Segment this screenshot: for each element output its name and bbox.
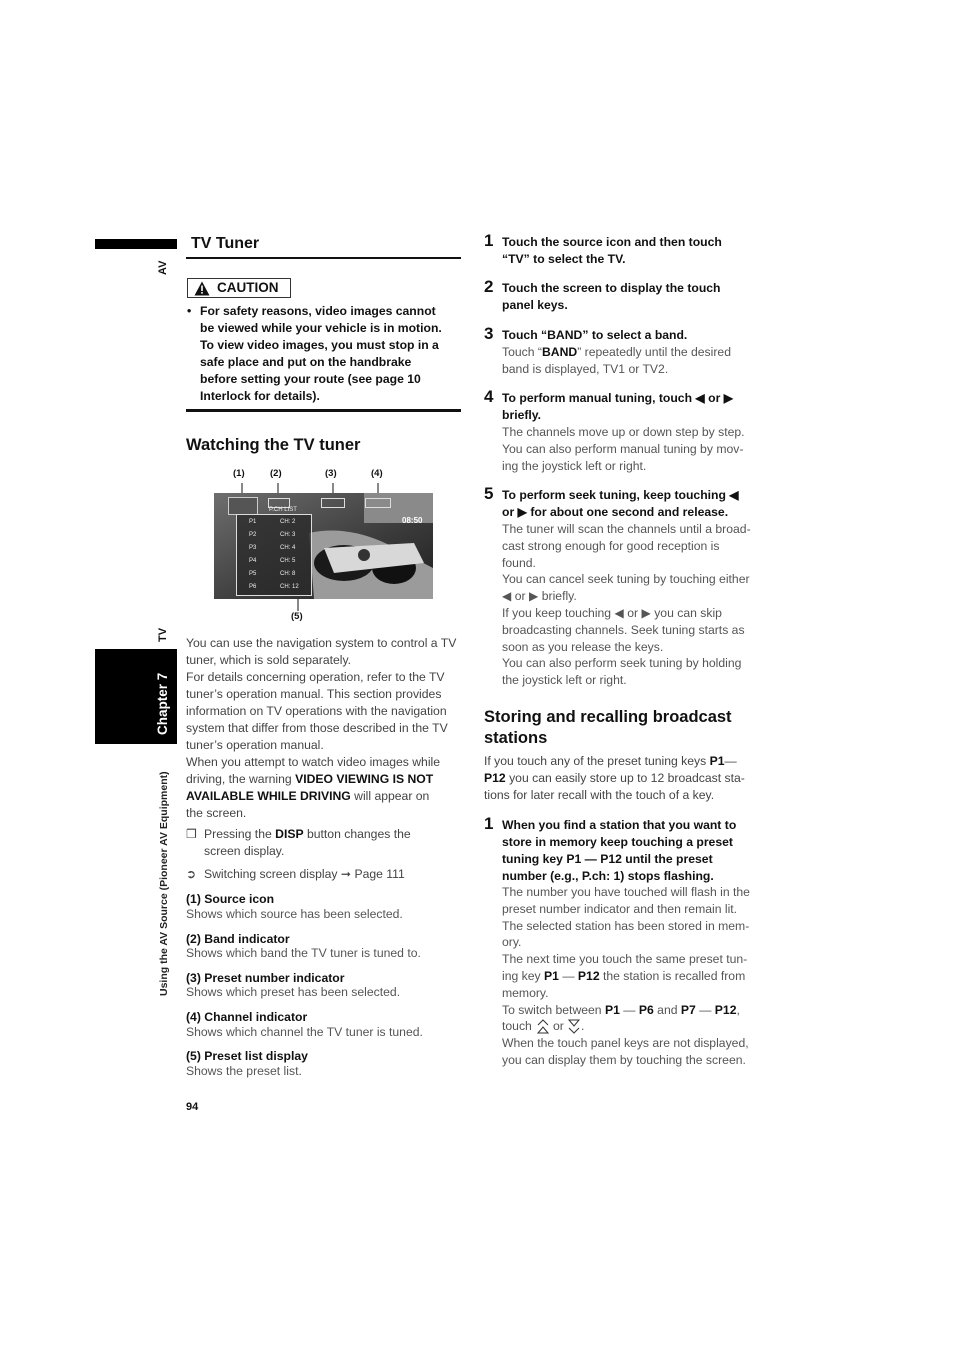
callout-3: (3) bbox=[325, 468, 337, 479]
caution-label: CAUTION bbox=[217, 280, 279, 295]
step-1-text: Touch the source icon and then touch “TV” to select the TV. bbox=[502, 235, 722, 266]
def-preset-number-title: (3) Preset number indicator bbox=[186, 971, 345, 985]
def-band-desc: Shows which band the TV tuner is tuned to. bbox=[186, 946, 421, 960]
top-bar-black bbox=[95, 239, 177, 249]
sidebar-tv-label: TV bbox=[157, 627, 169, 642]
step-5-desc: The tuner will scan the channels until a broad- cast strong enough for good reception is found. You can cancel seek tuning by touching either ◀ or ▶ briefly. If you keep touching ◀ or ▶ you can skip broadcasting channels. Seek tuning starts as soon as you release the keys. You can also perform seek tuning by holding the joystick left or right. bbox=[502, 522, 751, 688]
step-3-desc: Touch “BAND” repeatedly until the desired band is displayed, TV1 or TV2. bbox=[502, 345, 731, 376]
note-box-icon: ❒ bbox=[186, 827, 197, 841]
reference-arrow-icon: ➲ bbox=[186, 867, 197, 881]
preset-list-title: P.CH LIST bbox=[269, 507, 297, 513]
def-preset-list-desc: Shows the preset list. bbox=[186, 1064, 302, 1078]
tv-screen-figure bbox=[214, 493, 433, 599]
preset-row[interactable]: P3 bbox=[249, 545, 257, 551]
preset-row[interactable]: P2 bbox=[249, 532, 257, 538]
preset-list-display[interactable] bbox=[236, 514, 312, 596]
storing-title: Storing and recalling broadcast stations bbox=[484, 708, 732, 747]
caution-text: For safety reasons, video images cannot be viewed while your vehicle is in motion. To view video images, you must stop in a safe place and put on the handbrake before setting your route (see page 10 Interlock for details). bbox=[200, 304, 442, 403]
preset-row[interactable]: P1 bbox=[249, 519, 257, 525]
def-band-title: (2) Band indicator bbox=[186, 932, 290, 946]
disp-note: Pressing the DISP button changes the screen display. bbox=[204, 827, 411, 858]
store-step-1-desc: The number you have touched will flash in the preset number indicator and then remain lit. The selected station has been stored in mem- ory. The next time you touch the same preset tun- ing key P1 — P12 the station is recalled from memory. To switch between P1 — P6 and P7 — P12, touch or . When the touch panel keys are not displayed, you can display them by touching the screen. bbox=[502, 885, 750, 1067]
preset-row-ch: CH: 4 bbox=[280, 545, 296, 551]
store-step-1-text: When you find a station that you want to store in memory keep touching a preset tuning key P1 — P12 until the preset number (e.g., P.ch: 1) stops flashing. bbox=[502, 818, 737, 883]
sidebar-section-label: AV bbox=[157, 260, 169, 275]
preset-row-ch: CH: 5 bbox=[280, 558, 296, 564]
def-preset-list-title: (5) Preset list display bbox=[186, 1049, 308, 1063]
store-step-1-number: 1 bbox=[484, 814, 494, 833]
preset-number-indicator[interactable] bbox=[321, 498, 345, 508]
def-preset-number-desc: Shows which preset has been selected. bbox=[186, 985, 401, 999]
def-source-icon-title: (1) Source icon bbox=[186, 892, 275, 906]
callout-5: (5) bbox=[291, 611, 303, 622]
preset-row[interactable]: P5 bbox=[249, 571, 257, 577]
callout-1: (1) bbox=[233, 468, 245, 479]
step-2-number: 2 bbox=[484, 277, 494, 296]
storing-intro: If you touch any of the preset tuning keys P1— P12 you can easily store up to 12 broadcast sta- tions for later recall with the touch of a key. bbox=[484, 754, 745, 802]
tv-tuner-title: TV Tuner bbox=[191, 235, 260, 252]
step-3-number: 3 bbox=[484, 324, 494, 343]
double-down-arrow-icon bbox=[568, 1019, 580, 1034]
preset-row-ch: CH: 3 bbox=[280, 532, 296, 538]
def-channel-desc: Shows which channel the TV tuner is tuned. bbox=[186, 1025, 423, 1039]
preset-row-ch: CH: 8 bbox=[280, 571, 296, 577]
callout-4: (4) bbox=[371, 468, 383, 479]
source-icon[interactable] bbox=[228, 497, 258, 515]
intro-text: You can use the navigation system to control a TV tuner, which is sold separately. For details concerning operation, refer to the TV tuner’s operation manual. This section provides information on TV operations with the navigation system that differ from those described in the TV tuner’s operation manual. When you attempt to watch video images while driving, the warning VIDEO VIEWING IS NOT AVAILABLE WHILE DRIVING will appear on the screen. bbox=[186, 636, 457, 820]
running-title: Using the AV Source (Pioneer AV Equipment) bbox=[158, 771, 170, 996]
step-5-number: 5 bbox=[484, 484, 494, 503]
def-channel-title: (4) Channel indicator bbox=[186, 1010, 308, 1024]
chapter-label: Chapter 7 bbox=[155, 672, 170, 735]
caution-bullet: • bbox=[187, 304, 192, 318]
callout-2: (2) bbox=[270, 468, 282, 479]
page-number: 94 bbox=[186, 1101, 199, 1113]
clock: 08:50 bbox=[402, 516, 423, 525]
preset-row[interactable]: P6 bbox=[249, 584, 257, 590]
caution-bottom-rule bbox=[186, 409, 461, 412]
caution-badge bbox=[187, 278, 291, 298]
preset-row-ch: CH: 2 bbox=[280, 519, 296, 525]
step-2-text: Touch the screen to display the touch panel keys. bbox=[502, 281, 721, 312]
title-rule bbox=[186, 257, 461, 259]
watching-title: Watching the TV tuner bbox=[186, 436, 361, 454]
step-4-desc: The channels move up or down step by step. You can also perform manual tuning by mov- ing the joystick left or right. bbox=[502, 425, 745, 473]
preset-row-ch: CH: 12 bbox=[280, 584, 299, 590]
channel-indicator[interactable] bbox=[365, 498, 391, 508]
step-4-text: To perform manual tuning, touch ◀ or ▶ briefly. bbox=[502, 391, 734, 422]
double-up-arrow-icon bbox=[537, 1019, 549, 1034]
step-4-number: 4 bbox=[484, 387, 494, 406]
step-5-text: To perform seek tuning, keep touching ◀ or ▶ for about one second and release. bbox=[502, 488, 739, 519]
page-reference[interactable]: Switching screen display ➞ Page 111 bbox=[204, 867, 405, 881]
step-3-text: Touch “BAND” to select a band. bbox=[502, 328, 688, 342]
def-source-icon-desc: Shows which source has been selected. bbox=[186, 907, 403, 921]
step-1-number: 1 bbox=[484, 231, 494, 250]
warning-triangle-icon bbox=[194, 281, 210, 296]
preset-row[interactable]: P4 bbox=[249, 558, 257, 564]
